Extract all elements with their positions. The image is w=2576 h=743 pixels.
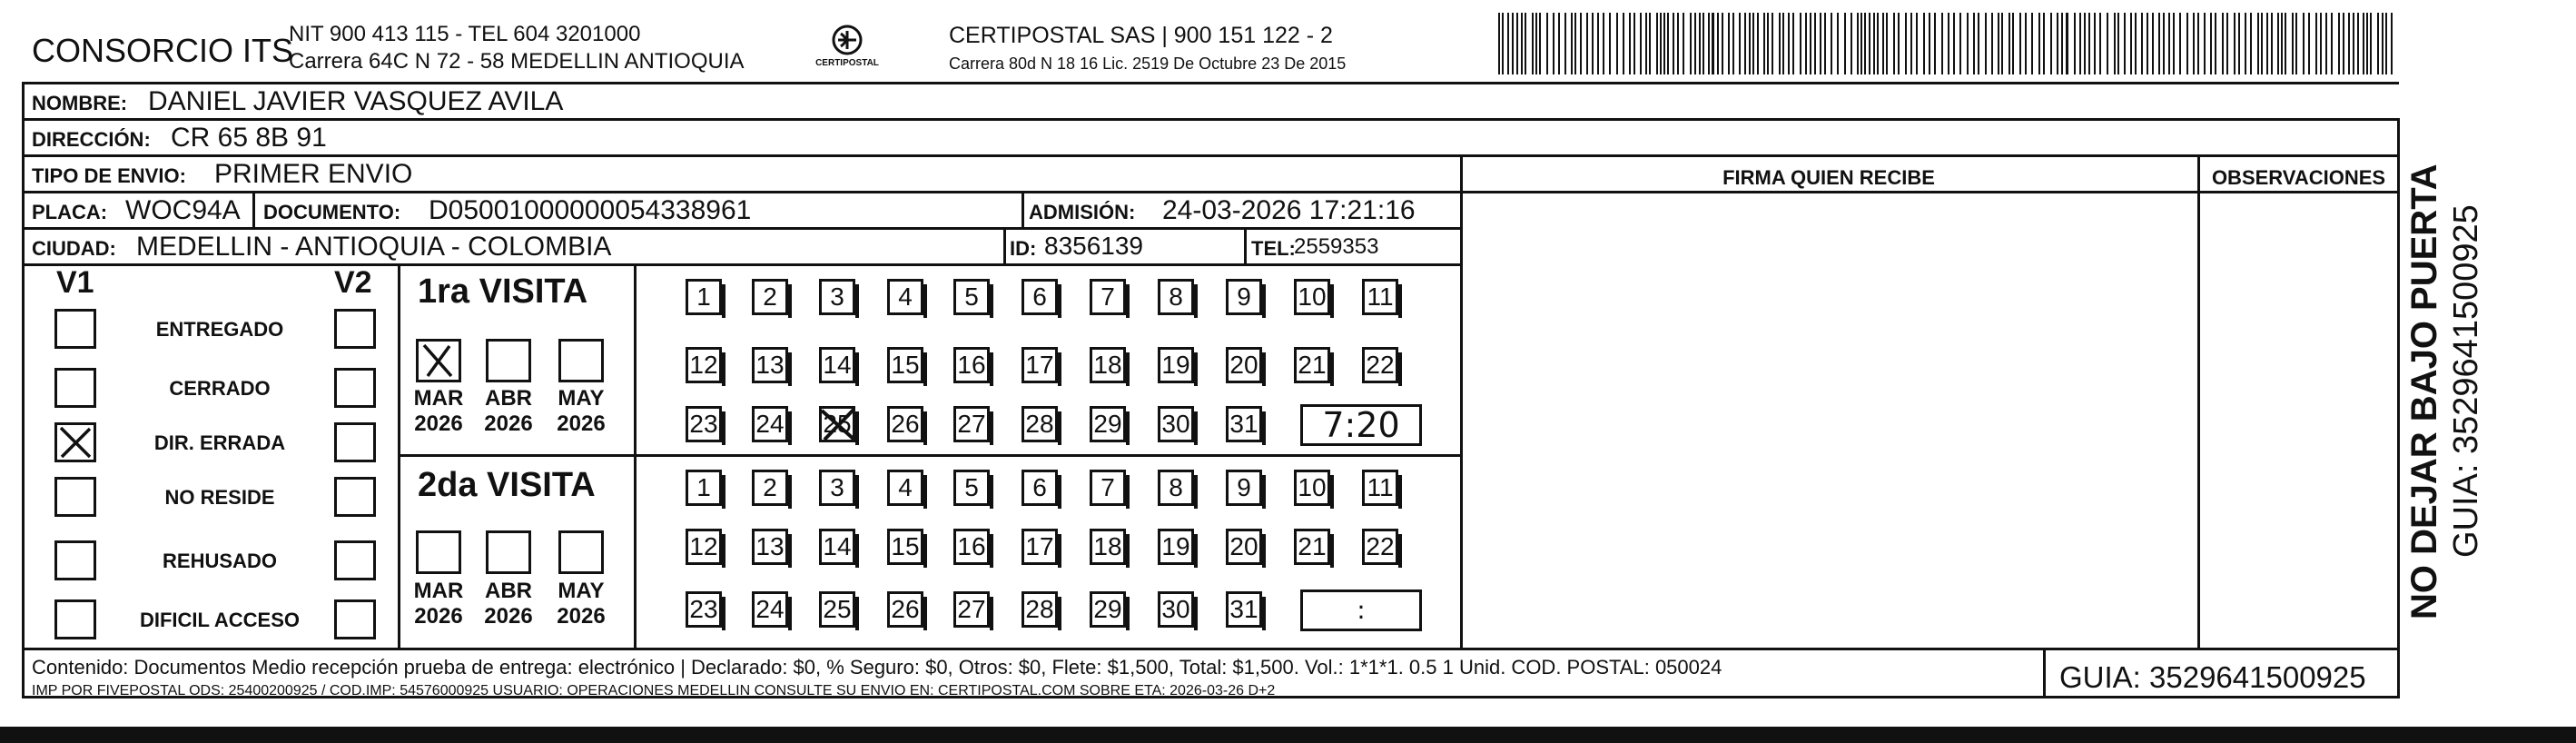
day-checkbox[interactable]: 12 xyxy=(686,529,722,565)
month-name: ABR xyxy=(485,386,532,411)
side-warning: NO DEJAR BAJO PUERTA xyxy=(2404,163,2444,619)
day-checkbox[interactable]: 25 xyxy=(819,591,855,628)
day-checkbox[interactable]: 24 xyxy=(752,591,788,628)
div-id xyxy=(1003,227,1006,263)
status-v2-checkbox[interactable] xyxy=(334,422,376,462)
status-option-label: REHUSADO xyxy=(163,550,277,572)
day-checkbox[interactable]: 10 xyxy=(1294,470,1330,506)
company-address: Carrera 64C N 72 - 58 MEDELLIN ANTIOQUIA xyxy=(289,49,745,74)
company-nit: NIT 900 413 115 - TEL 604 3201000 xyxy=(289,22,641,46)
div-footer-guia xyxy=(2043,648,2046,698)
status-option-label: NO RESIDE xyxy=(164,486,275,509)
status-v2-checkbox[interactable] xyxy=(334,599,376,639)
frame-left xyxy=(22,82,25,698)
visit-time-value: 7:20 xyxy=(1322,405,1400,445)
nombre-value: DANIEL JAVIER VASQUEZ AVILA xyxy=(148,86,564,116)
day-checkbox[interactable]: 11 xyxy=(1362,470,1398,506)
status-v2-checkbox[interactable] xyxy=(334,309,376,349)
div-firma xyxy=(1460,154,1463,649)
month-checkbox[interactable] xyxy=(558,530,604,574)
tipo-envio-value: PRIMER ENVIO xyxy=(214,159,413,189)
day-checkbox[interactable]: 23 xyxy=(686,406,722,442)
day-checkbox[interactable]: 23 xyxy=(686,591,722,628)
day-checkbox[interactable]: 3 xyxy=(819,279,855,315)
footer-guia: GUIA: 3529641500925 xyxy=(2059,660,2366,694)
status-v1-checkbox[interactable] xyxy=(54,477,96,517)
month-label xyxy=(477,386,540,437)
tel-label: TEL: xyxy=(1251,237,1296,260)
div-visits xyxy=(398,454,1462,457)
documento-label: DOCUMENTO: xyxy=(263,201,401,223)
logo-text: CERTIPOSTAL xyxy=(815,58,879,68)
placa-value: WOC94A xyxy=(125,195,241,225)
status-v2-checkbox[interactable] xyxy=(334,540,376,580)
day-checkbox[interactable]: 14 xyxy=(819,529,855,565)
status-option-label: DIR. ERRADA xyxy=(153,431,286,454)
day-checkbox[interactable]: 8 xyxy=(1158,470,1194,506)
status-option-label: DIFICIL ACCESO xyxy=(139,609,300,631)
tel-value: 2559353 xyxy=(1294,234,1379,259)
status-v1-checkbox[interactable] xyxy=(54,599,96,639)
month-year: 2026 xyxy=(557,411,606,436)
day-checkbox[interactable]: 4 xyxy=(887,279,923,315)
visit-time-value: : xyxy=(1357,595,1366,625)
day-checkbox[interactable]: 7 xyxy=(1090,470,1126,506)
ciudad-label: CIUDAD: xyxy=(32,237,116,260)
status-v1-checkbox[interactable] xyxy=(54,309,96,349)
month-year: 2026 xyxy=(414,604,463,629)
day-checkbox[interactable]: 6 xyxy=(1022,279,1058,315)
day-checkbox[interactable]: 3 xyxy=(819,470,855,506)
day-checkbox[interactable]: 12 xyxy=(686,347,722,383)
month-name: MAR xyxy=(413,386,464,411)
admision-label: ADMISIÓN: xyxy=(1029,201,1136,223)
day-checkbox[interactable]: 22 xyxy=(1362,529,1398,565)
v1-header: V1 xyxy=(56,265,94,300)
day-checkbox[interactable]: 20 xyxy=(1226,347,1262,383)
month-checkbox[interactable] xyxy=(486,530,531,574)
visit-time-field[interactable] xyxy=(1300,404,1422,446)
month-checkbox[interactable] xyxy=(486,339,531,382)
day-cross-mark-icon xyxy=(819,406,859,444)
month-label xyxy=(407,579,470,629)
footer-imp: IMP POR FIVEPOSTAL ODS: 25400200925 / COD.IMP: 54576000925 USUARIO: OPERACIONES MEDELLIN CONSULTE SU ENVIO EN: CERTIPOSTAL.COM SOBRE ETA: 2026-03-26 D+2 xyxy=(32,683,1276,698)
month-label xyxy=(549,579,613,629)
day-checkbox[interactable]: 28 xyxy=(1022,406,1058,442)
firma-header: FIRMA QUIEN RECIBE xyxy=(1722,166,1935,189)
day-checkbox[interactable]: 24 xyxy=(752,406,788,442)
day-checkbox[interactable]: 26 xyxy=(887,591,923,628)
month-year: 2026 xyxy=(484,604,533,629)
day-checkbox[interactable]: 11 xyxy=(1362,279,1398,315)
day-checkbox[interactable]: 30 xyxy=(1158,591,1194,628)
status-v1-checkbox[interactable] xyxy=(54,368,96,408)
status-option-label: CERRADO xyxy=(169,377,271,400)
x-mark-icon xyxy=(57,425,94,460)
placa-label: PLACA: xyxy=(32,201,108,223)
ciudad-value: MEDELLIN - ANTIOQUIA - COLOMBIA xyxy=(136,232,612,262)
day-checkbox[interactable]: 27 xyxy=(953,406,990,442)
month-checkbox[interactable] xyxy=(558,339,604,382)
direccion-label: DIRECCIÓN: xyxy=(32,128,151,151)
month-label xyxy=(477,579,540,629)
day-checkbox[interactable]: 20 xyxy=(1226,529,1262,565)
bottom-bar xyxy=(0,727,2576,743)
observaciones-header: OBSERVACIONES xyxy=(2211,166,2386,189)
day-checkbox[interactable]: 5 xyxy=(953,279,990,315)
v2-header: V2 xyxy=(334,265,372,300)
day-checkbox[interactable]: 9 xyxy=(1226,470,1262,506)
month-name: MAY xyxy=(558,386,605,411)
visit-title: 2da VISITA xyxy=(418,466,596,504)
status-v2-checkbox[interactable] xyxy=(334,368,376,408)
day-checkbox[interactable]: 6 xyxy=(1022,470,1058,506)
month-checkbox[interactable] xyxy=(416,530,461,574)
day-checkbox[interactable]: 25 xyxy=(819,406,855,442)
row-line-5 xyxy=(22,263,1461,266)
documento-value: D05001000000054338961 xyxy=(429,195,752,225)
day-checkbox[interactable]: 30 xyxy=(1158,406,1194,442)
div-placa xyxy=(252,191,255,227)
day-checkbox[interactable]: 22 xyxy=(1362,347,1398,383)
visit-title: 1ra VISITA xyxy=(418,272,588,311)
day-checkbox[interactable]: 19 xyxy=(1158,347,1194,383)
side-guia: GUIA: 3529641500925 xyxy=(2447,204,2485,558)
row-line-2 xyxy=(22,154,2400,157)
direccion-value: CR 65 8B 91 xyxy=(171,123,327,153)
company-name: CONSORCIO ITS xyxy=(32,32,294,69)
day-checkbox[interactable]: 17 xyxy=(1022,529,1058,565)
footer-contenido: Contenido: Documentos Medio recepción prueba de entrega: electrónico | Declarado: $0, % Seguro: $0, Otros: $0, Flete: $1,500, Total: $1,500. Vol.: 1*1*1. 0.5 1 Unid. COD. POSTAL: 050024 xyxy=(32,656,1722,679)
day-checkbox[interactable]: 2 xyxy=(752,279,788,315)
day-checkbox[interactable]: 4 xyxy=(887,470,923,506)
frame-top xyxy=(22,82,2399,84)
day-checkbox[interactable]: 17 xyxy=(1022,347,1058,383)
certipostal-logo xyxy=(811,20,883,74)
day-checkbox[interactable]: 8 xyxy=(1158,279,1194,315)
month-label xyxy=(549,386,613,437)
day-checkbox[interactable]: 1 xyxy=(686,470,722,506)
day-checkbox[interactable]: 31 xyxy=(1226,591,1262,628)
day-checkbox[interactable]: 27 xyxy=(953,591,990,628)
nombre-label: NOMBRE: xyxy=(32,92,128,114)
div-admision xyxy=(1022,191,1024,227)
day-checkbox[interactable]: 13 xyxy=(752,347,788,383)
frame-right xyxy=(2397,118,2400,698)
day-checkbox[interactable]: 16 xyxy=(953,347,990,383)
day-checkbox[interactable]: 21 xyxy=(1294,529,1330,565)
day-checkbox[interactable]: 7 xyxy=(1090,279,1126,315)
month-checkbox[interactable] xyxy=(416,339,461,382)
day-checkbox[interactable]: 26 xyxy=(887,406,923,442)
div-observaciones xyxy=(2197,154,2200,649)
day-checkbox[interactable]: 10 xyxy=(1294,279,1330,315)
status-v1-checkbox[interactable] xyxy=(54,540,96,580)
day-checkbox[interactable]: 29 xyxy=(1090,591,1126,628)
day-checkbox[interactable]: 29 xyxy=(1090,406,1126,442)
day-checkbox[interactable]: 19 xyxy=(1158,529,1194,565)
month-name: MAY xyxy=(558,579,605,603)
certipostal-line2: Carrera 80d N 18 16 Lic. 2519 De Octubre 23 De 2015 xyxy=(949,54,1347,73)
status-v2-checkbox[interactable] xyxy=(334,477,376,517)
month-year: 2026 xyxy=(557,604,606,629)
day-checkbox[interactable]: 14 xyxy=(819,347,855,383)
day-checkbox[interactable]: 18 xyxy=(1090,529,1126,565)
day-checkbox[interactable]: 31 xyxy=(1226,406,1262,442)
certipostal-line1: CERTIPOSTAL SAS | 900 151 122 - 2 xyxy=(949,23,1333,48)
div-tel xyxy=(1244,227,1247,263)
day-checkbox[interactable]: 13 xyxy=(752,529,788,565)
day-checkbox[interactable]: 5 xyxy=(953,470,990,506)
id-label: ID: xyxy=(1010,237,1037,260)
row-line-1 xyxy=(22,118,2400,121)
day-checkbox[interactable]: 16 xyxy=(953,529,990,565)
status-v1-checkbox[interactable] xyxy=(54,422,96,462)
day-checkbox[interactable]: 15 xyxy=(887,529,923,565)
month-label xyxy=(407,386,470,437)
admision-value: 24-03-2026 17:21:16 xyxy=(1162,195,1416,225)
tipo-envio-label: TIPO DE ENVIO: xyxy=(32,164,186,187)
day-checkbox[interactable]: 18 xyxy=(1090,347,1126,383)
barcode xyxy=(1496,13,2404,74)
day-checkbox[interactable]: 9 xyxy=(1226,279,1262,315)
month-name: MAR xyxy=(413,579,464,603)
visit-time-field[interactable] xyxy=(1300,589,1422,631)
month-year: 2026 xyxy=(414,411,463,436)
day-checkbox[interactable]: 28 xyxy=(1022,591,1058,628)
x-mark-icon xyxy=(419,342,459,380)
status-option-label: ENTREGADO xyxy=(155,318,284,341)
day-checkbox[interactable]: 21 xyxy=(1294,347,1330,383)
day-checkbox[interactable]: 2 xyxy=(752,470,788,506)
month-year: 2026 xyxy=(484,411,533,436)
day-checkbox[interactable]: 15 xyxy=(887,347,923,383)
row-line-header-sub xyxy=(1460,191,2400,193)
id-value: 8356139 xyxy=(1044,232,1144,260)
month-name: ABR xyxy=(485,579,532,603)
day-checkbox[interactable]: 1 xyxy=(686,279,722,315)
